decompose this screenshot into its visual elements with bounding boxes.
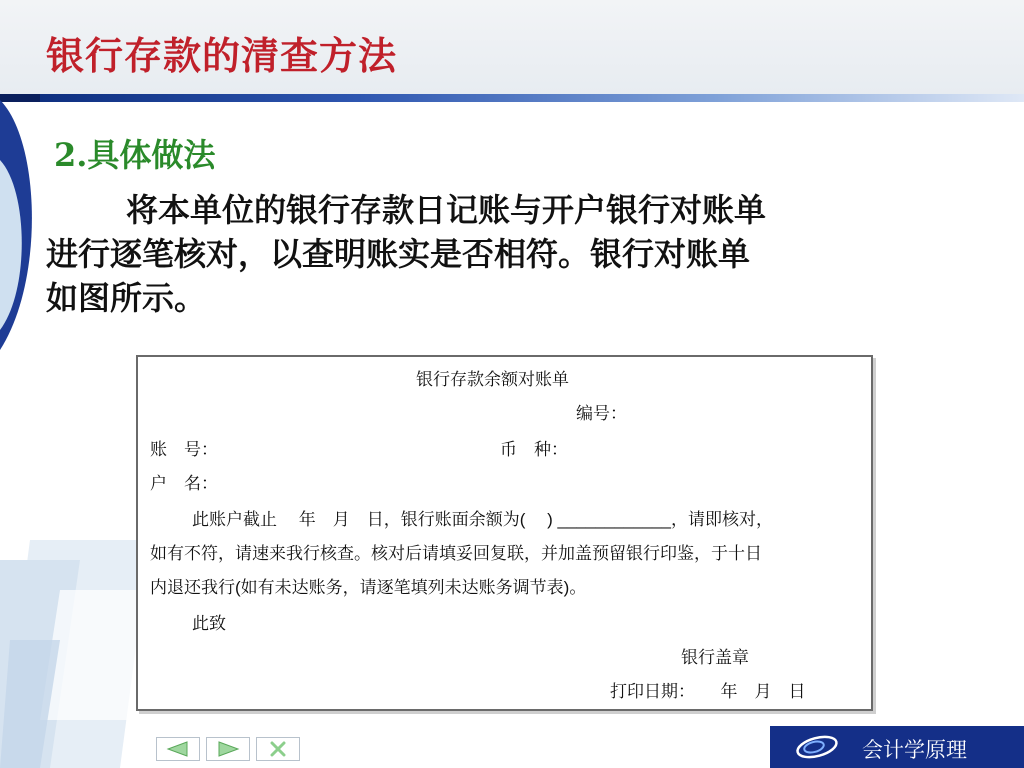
bank-statement-form <box>136 355 873 711</box>
currency-label: 币 种： <box>500 440 568 459</box>
statement-number-label: 编号： <box>576 404 627 423</box>
slide-title: 银行存款的清查方法 <box>46 33 398 78</box>
body-paragraph <box>46 188 946 320</box>
body-line-1: 将本单位的银行存款日记账与开户银行对账单 <box>126 191 767 229</box>
statement-text-line-3: 内退还我行(如有未达账务，请逐笔填列未达账务调节表)。 <box>150 578 587 597</box>
left-stripes-decoration <box>0 520 150 768</box>
subheading: 2.具体做法 <box>54 136 216 174</box>
triangle-right-icon <box>215 741 241 757</box>
close-slide-button[interactable] <box>256 737 300 761</box>
course-logo-icon <box>792 732 842 762</box>
body-line-2: 进行逐笔核对，以查明账实是否相符。银行对账单 <box>46 235 751 273</box>
next-slide-button[interactable] <box>206 737 250 761</box>
statement-text-line-1: 此账户截止 年 月 日，银行账面余额为( ) ____________，请即核对， <box>192 510 773 529</box>
course-name: 会计学原理 <box>862 739 967 762</box>
print-date-label: 打印日期： 年 月 日 <box>610 682 806 701</box>
statement-text-line-2: 如有不符，请速来我行核查。核对后请填妥回复联，并加盖预留银行印鉴，于十日 <box>150 544 762 563</box>
body-line-3: 如图所示。 <box>46 279 207 317</box>
bank-seal-label: 银行盖章 <box>681 648 749 667</box>
title-underline <box>0 94 1024 102</box>
statement-title: 银行存款余额对账单 <box>416 370 569 389</box>
account-name-label: 户 名： <box>150 474 218 493</box>
triangle-left-icon <box>165 741 191 757</box>
account-number-label: 账 号： <box>150 440 218 459</box>
statement-closing: 此致 <box>192 614 226 633</box>
close-x-icon <box>268 741 288 757</box>
previous-slide-button[interactable] <box>156 737 200 761</box>
